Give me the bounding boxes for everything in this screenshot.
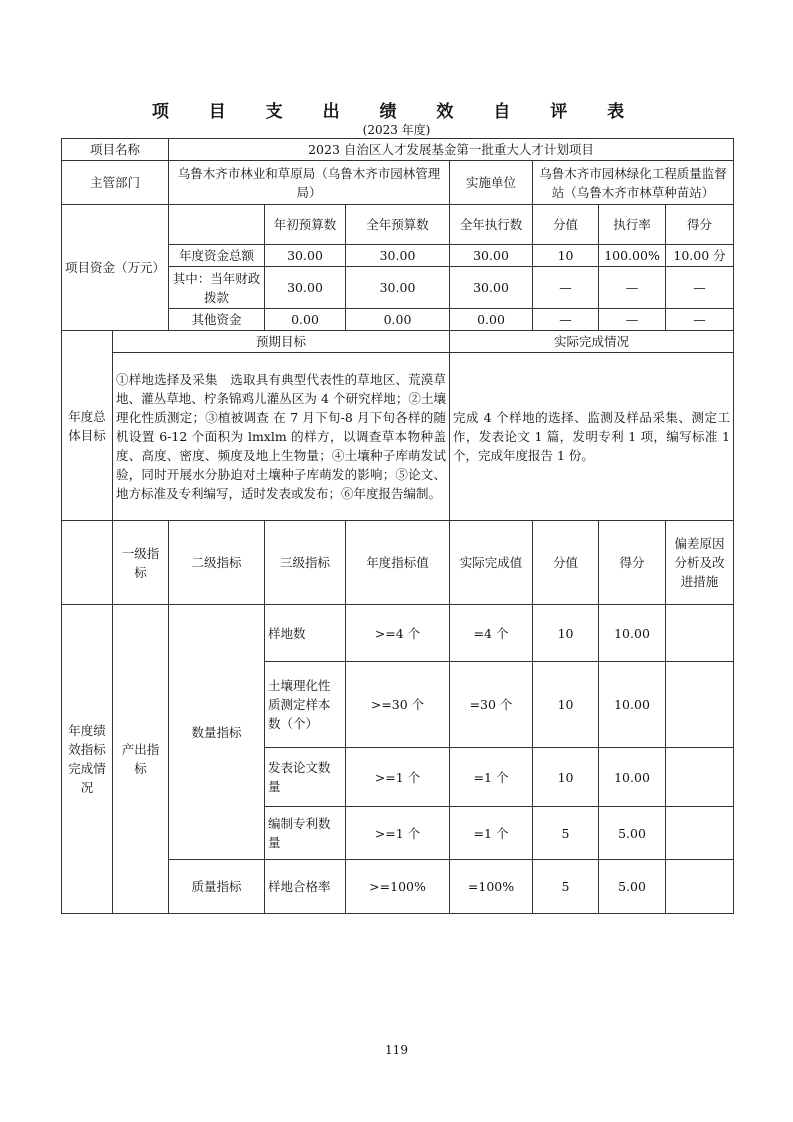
deviation-note — [666, 662, 734, 748]
target-value: >=4 个 — [346, 605, 450, 662]
funds-cell: 30.00 — [346, 267, 450, 309]
level3-indicator: 样地合格率 — [265, 860, 346, 914]
funds-cell: 30.00 — [450, 245, 533, 267]
funds-header: 全年执行数 — [450, 205, 533, 245]
indicator-header: 偏差原因分析及改进措施 — [666, 521, 734, 605]
funds-cell: 0.00 — [450, 309, 533, 331]
funds-cell: 0.00 — [265, 309, 346, 331]
impl-unit-label: 实施单位 — [450, 161, 533, 205]
deviation-note — [666, 807, 734, 860]
indicator-header: 得分 — [599, 521, 666, 605]
level3-indicator: 样地数 — [265, 605, 346, 662]
indicator-header: 二级指标 — [169, 521, 265, 605]
deviation-note — [666, 748, 734, 807]
funds-header: 年初预算数 — [265, 205, 346, 245]
actual-value: =30 个 — [450, 662, 533, 748]
funds-cell: 10 — [533, 245, 599, 267]
year-subtitle: (2023 年度) — [362, 123, 431, 137]
goals-label: 年度总体目标 — [62, 331, 113, 521]
level2-indicator: 质量指标 — [169, 860, 265, 914]
indicator-header: 实际完成值 — [450, 521, 533, 605]
funds-cell: 100.00% — [599, 245, 666, 267]
score: 5.00 — [599, 860, 666, 914]
target-value: >=1 个 — [346, 748, 450, 807]
level3-indicator: 土壤理化性质测定样本数（个） — [265, 662, 346, 748]
target-value: >=30 个 — [346, 662, 450, 748]
funds-cell: 30.00 — [346, 245, 450, 267]
funds-cell: — — [599, 267, 666, 309]
project-name-value: 2023 自治区人才发展基金第一批重大人才计划项目 — [169, 139, 734, 161]
funds-row-label: 其他资金 — [169, 309, 265, 331]
performance-table — [61, 138, 734, 914]
indicators-section-label: 年度绩效指标完成情况 — [62, 605, 113, 914]
indicator-header: 三级指标 — [265, 521, 346, 605]
indicator-header: 年度指标值 — [346, 521, 450, 605]
dept-value: 乌鲁木齐市林业和草原局（乌鲁木齐市园林管理局） — [169, 161, 450, 205]
page-number: 119 — [385, 1043, 408, 1057]
goals-actual-header: 实际完成情况 — [450, 331, 734, 353]
funds-cell: 10.00 分 — [666, 245, 734, 267]
funds-cell: 30.00 — [265, 267, 346, 309]
funds-cell: 30.00 — [265, 245, 346, 267]
indicator-header-blank — [62, 521, 113, 605]
funds-cell: 30.00 — [450, 267, 533, 309]
funds-corner — [169, 205, 265, 245]
score: 5.00 — [599, 807, 666, 860]
funds-cell: — — [666, 267, 734, 309]
score: 10.00 — [599, 748, 666, 807]
score: 10.00 — [599, 605, 666, 662]
funds-label: 项目资金（万元） — [62, 205, 169, 331]
goals-actual-text: 完成 4 个样地的选择、监测及样品采集、测定工作，发表论文 1 篇，发明专利 1 项，编写标准 1 个，完成年度报告 1 份。 — [450, 353, 734, 521]
level3-indicator: 发表论文数量 — [265, 748, 346, 807]
funds-header: 分值 — [533, 205, 599, 245]
indicator-header: 分值 — [533, 521, 599, 605]
impl-unit-value: 乌鲁木齐市园林绿化工程质量监督站（乌鲁木齐市林草种苗站） — [533, 161, 734, 205]
level2-indicator: 数量指标 — [169, 605, 265, 860]
deviation-note — [666, 860, 734, 914]
goals-plan-header: 预期目标 — [113, 331, 450, 353]
project-name-label: 项目名称 — [62, 139, 169, 161]
score-value: 5 — [533, 807, 599, 860]
actual-value: =1 个 — [450, 748, 533, 807]
score-value: 10 — [533, 662, 599, 748]
actual-value: =100% — [450, 860, 533, 914]
actual-value: =1 个 — [450, 807, 533, 860]
target-value: >=1 个 — [346, 807, 450, 860]
score-value: 5 — [533, 860, 599, 914]
indicator-header: 一级指标 — [113, 521, 169, 605]
score-value: 10 — [533, 748, 599, 807]
funds-row-label: 其中：当年财政拨款 — [169, 267, 265, 309]
funds-cell: — — [599, 309, 666, 331]
score: 10.00 — [599, 662, 666, 748]
funds-cell: — — [533, 309, 599, 331]
funds-header: 执行率 — [599, 205, 666, 245]
funds-cell: 0.00 — [346, 309, 450, 331]
level1-indicator: 产出指标 — [113, 605, 169, 914]
page-title: 项 目 支 出 绩 效 自 评 表 — [151, 102, 642, 122]
score-value: 10 — [533, 605, 599, 662]
funds-row-label: 年度资金总额 — [169, 245, 265, 267]
funds-header: 全年预算数 — [346, 205, 450, 245]
deviation-note — [666, 605, 734, 662]
funds-header: 得分 — [666, 205, 734, 245]
target-value: >=100% — [346, 860, 450, 914]
goals-plan-text: ①样地选择及采集 选取具有典型代表性的草地区、荒漠草地、灌丛草地、柠条锦鸡儿灌丛区为 4 个研究样地；②土壤理化性质测定；③植被调查 在 7 月下旬-8 月下旬各样的随机设置 6-12 个面积为 lmxlm 的样方，以调查草本物种盖度、高度、密度、频度及地上生物量；④土壤种子库萌发试验，同时开展水分胁迫对土壤种子库萌发的影响；⑤论文、地方标准及专利编写，适时发表或发布；⑥年度报告编制。 — [113, 353, 450, 521]
actual-value: =4 个 — [450, 605, 533, 662]
dept-label: 主管部门 — [62, 161, 169, 205]
funds-cell: — — [666, 309, 734, 331]
funds-cell: — — [533, 267, 599, 309]
level3-indicator: 编制专利数量 — [265, 807, 346, 860]
